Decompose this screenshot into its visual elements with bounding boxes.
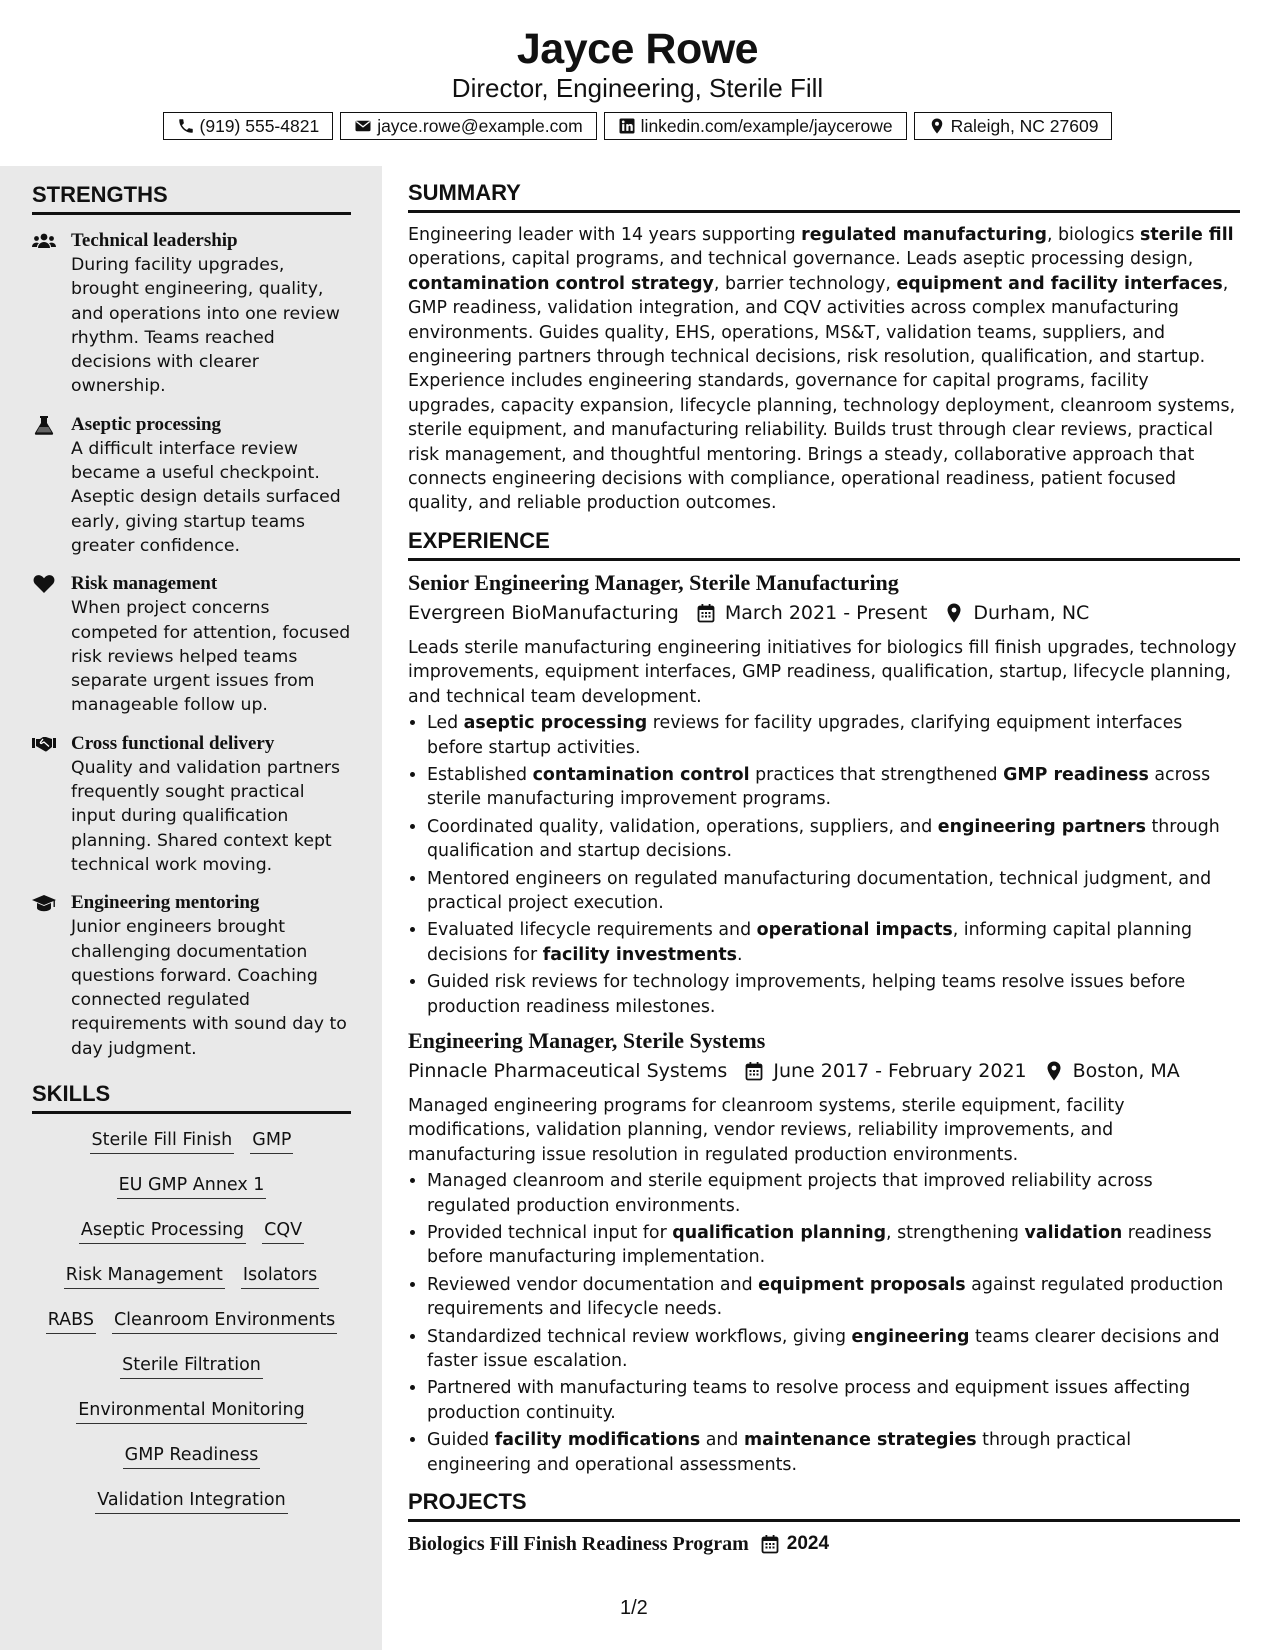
bullet-item <box>427 815 1240 864</box>
skill-row <box>32 1484 351 1529</box>
strength-title: Aseptic processing <box>71 413 222 435</box>
map-pin-icon <box>928 117 946 135</box>
text-run: practices that strengthened <box>749 764 1004 785</box>
text-run: Reviewed vendor documentation and <box>427 1274 759 1295</box>
text-run: Established <box>427 764 533 785</box>
summary-heading: SUMMARY <box>408 180 1240 213</box>
envelope-icon <box>354 117 372 135</box>
project-title: Biologics Fill Finish Readiness Program <box>408 1533 749 1556</box>
contact-location <box>914 112 1113 140</box>
skill-tag: Sterile Filtration <box>120 1353 263 1379</box>
resume-header <box>0 0 1275 160</box>
job-dates <box>745 1056 1026 1086</box>
text-run: Engineering leader with 14 years supporting <box>408 225 802 245</box>
skill-row <box>32 1214 351 1259</box>
job-meta <box>408 1056 1240 1086</box>
strength-title: Engineering mentoring <box>71 892 260 914</box>
bold-text: operational impacts <box>756 920 953 941</box>
bold-text: engineering <box>851 1326 970 1347</box>
skill-tag: GMP Readiness <box>123 1443 261 1469</box>
skill-tag: Validation Integration <box>95 1488 287 1514</box>
bullet-item <box>427 918 1240 967</box>
skill-row <box>32 1439 351 1484</box>
text-run: Evaluated lifecycle requirements and <box>427 920 757 941</box>
job-dates-text: March 2021 - Present <box>724 601 928 624</box>
bold-text: facility investments <box>542 944 738 965</box>
project-date <box>761 1530 829 1558</box>
linkedin-icon <box>618 117 636 135</box>
calendar-icon <box>761 1534 779 1554</box>
job-description: Managed engineering programs for cleanroom systems, sterile equipment, facility modifications, validation planning, vendor reviews, reliability improvements, and manufacturing issue resolution in regulated production environments. <box>408 1095 1125 1165</box>
job-title: Engineering Manager, Sterile Systems <box>408 1027 766 1053</box>
contact-linkedin[interactable] <box>604 112 907 140</box>
experience-list <box>408 569 1240 1477</box>
bold-text: aseptic processing <box>463 713 648 734</box>
text-run: Managed cleanroom and sterile equipment projects that improved reliability across regulated production environments. <box>427 1171 1153 1216</box>
job-title: Senior Engineering Manager, Sterile Manufacturing <box>408 569 899 595</box>
heart-icon <box>32 574 56 594</box>
bold-text: equipment and facility interfaces <box>896 273 1223 294</box>
text-run: , barrier technology, <box>713 273 897 294</box>
strength-item <box>32 891 351 1061</box>
bullet-item <box>427 763 1240 812</box>
strength-item <box>32 572 351 717</box>
text-run: , biologics <box>1046 225 1140 245</box>
text-run: reviews for facility upgrades, clarifying equipment interfaces before startup activities. <box>427 713 1183 758</box>
skill-tag: RABS <box>46 1308 96 1334</box>
job-bullets <box>408 711 1240 1019</box>
text-run: against regulated production requirements and lifecycle needs. <box>427 1274 1224 1320</box>
text-run: Led <box>427 713 464 734</box>
text-run: Standardized technical review workflows, giving <box>427 1326 852 1347</box>
skill-row <box>32 1124 351 1169</box>
bold-text: sterile fill <box>1140 225 1234 245</box>
skill-tag: Aseptic Processing <box>79 1218 246 1244</box>
contact-email-text: jayce.rowe@example.com <box>377 115 583 136</box>
job-company: Evergreen BioManufacturing <box>408 601 679 624</box>
contact-location-text: Raleigh, NC 27609 <box>950 115 1099 136</box>
job-location-text: Boston, MA <box>1072 1059 1180 1082</box>
bold-text: GMP readiness <box>1003 764 1149 785</box>
skill-row <box>32 1169 351 1214</box>
skill-tag: EU GMP Annex 1 <box>117 1173 267 1199</box>
text-run: Guided risk reviews for technology improvements, helping teams resolve issues before production readiness milestones. <box>427 972 1186 1017</box>
job-dates <box>697 598 928 628</box>
skill-row <box>32 1304 351 1349</box>
skill-tag: CQV <box>262 1218 304 1244</box>
strength-title: Technical leadership <box>71 230 238 251</box>
strength-title: Risk management <box>71 573 218 595</box>
project-year: 2024 <box>786 1533 830 1555</box>
text-run: , informing capital planning decisions for <box>427 920 1193 965</box>
contact-linkedin-text: linkedin.com/example/jaycerowe <box>640 115 893 136</box>
text-run: operations, capital programs, and technical governance. Leads aseptic processing design, <box>408 249 1194 270</box>
skills-heading: SKILLS <box>32 1081 351 1114</box>
bold-text: validation <box>1024 1223 1123 1243</box>
bold-text: equipment proposals <box>758 1274 966 1295</box>
people-group-icon <box>32 231 56 251</box>
text-run: , strengthening <box>886 1223 1025 1243</box>
projects-heading: PROJECTS <box>408 1489 1240 1522</box>
text-run: Provided technical input for <box>427 1223 673 1243</box>
phone-icon <box>177 117 195 135</box>
text-run: through practical engineering and operational assessments. <box>427 1430 1132 1475</box>
bullet-item <box>427 1376 1240 1425</box>
bullet-item <box>427 867 1240 916</box>
skill-tag: Isolators <box>241 1263 319 1289</box>
strength-desc: Quality and validation partners frequently sought practical input during qualification planning. Shared context kept technical work moving. <box>71 757 340 875</box>
candidate-title: Director, Engineering, Sterile Fill <box>451 73 824 103</box>
text-run: and <box>700 1430 744 1451</box>
main-content <box>408 180 1240 1558</box>
bold-text: contamination control strategy <box>408 273 714 294</box>
job-entry <box>408 569 1240 1019</box>
text-run: across sterile manufacturing improvement programs. <box>427 764 1211 810</box>
bold-text: engineering partners <box>937 816 1146 837</box>
contact-bar <box>0 112 1275 140</box>
map-pin-icon <box>945 603 963 623</box>
skill-row <box>32 1394 351 1439</box>
flask-icon <box>32 415 56 435</box>
bullet-item <box>427 1428 1240 1477</box>
strength-desc: A difficult interface review became a useful checkpoint. Aseptic design details surfaced early, giving startup teams greater confidence. <box>71 438 341 556</box>
skill-tag: Environmental Monitoring <box>76 1398 306 1424</box>
bold-text: qualification planning <box>672 1223 887 1243</box>
handshake-icon <box>32 734 56 754</box>
text-run: . <box>737 944 743 965</box>
skill-row <box>32 1259 351 1304</box>
job-dates-text: June 2017 - February 2021 <box>773 1059 1027 1082</box>
sidebar <box>0 166 382 1650</box>
bullet-item <box>427 1325 1240 1374</box>
calendar-icon <box>697 603 715 623</box>
candidate-name: Jayce Rowe <box>516 25 759 73</box>
job-bullets <box>408 1169 1240 1477</box>
job-location <box>945 598 1089 628</box>
project-item <box>408 1530 1240 1558</box>
contact-email[interactable] <box>340 112 596 140</box>
skill-tag: Risk Management <box>64 1263 225 1289</box>
strength-desc: During facility upgrades, brought engineering, quality, and operations into one review rhythm. Teams reached decisions with clearer ownership. <box>71 255 340 397</box>
strength-item <box>32 732 351 877</box>
job-location-text: Durham, NC <box>973 601 1090 624</box>
job-entry <box>408 1027 1240 1477</box>
bullet-item <box>427 1273 1240 1322</box>
job-company: Pinnacle Pharmaceutical Systems <box>408 1059 728 1082</box>
bold-text: facility modifications <box>494 1430 701 1451</box>
job-description: Leads sterile manufacturing engineering initiatives for biologics fill finish upgrades, technology improvements, equipment interfaces, GMP readiness, qualification, startup, lifecycle planning, and technical team development. <box>408 637 1237 707</box>
bullet-item <box>427 1221 1240 1270</box>
experience-heading: EXPERIENCE <box>408 528 1240 561</box>
strength-item <box>32 229 351 399</box>
contact-phone[interactable] <box>163 112 334 140</box>
graduation-cap-icon <box>32 893 56 913</box>
strength-desc: Junior engineers brought challenging documentation questions forward. Coaching connected regulated requirements with sound day to day judgment. <box>71 917 347 1059</box>
bold-text: regulated manufacturing <box>801 225 1047 245</box>
skill-tag: Sterile Fill Finish <box>90 1128 235 1154</box>
text-run: Mentored engineers on regulated manufacturing documentation, technical judgment, and practical project execution. <box>427 868 1212 913</box>
map-pin-icon <box>1045 1061 1063 1081</box>
bold-text: maintenance strategies <box>744 1430 977 1451</box>
contact-phone-text: (919) 555-4821 <box>199 115 320 136</box>
skills-list <box>32 1124 351 1529</box>
bold-text: contamination control <box>532 764 750 785</box>
skill-tag: GMP <box>250 1128 293 1154</box>
text-run: through qualification and startup decisions. <box>427 816 1220 862</box>
bullet-item <box>427 1169 1240 1218</box>
job-location <box>1045 1056 1180 1086</box>
text-run: teams clearer decisions and faster issue escalation. <box>427 1326 1220 1372</box>
text-run: Partnered with manufacturing teams to resolve process and equipment issues affecting production continuity. <box>427 1378 1191 1423</box>
text-run: Coordinated quality, validation, operations, suppliers, and <box>427 816 938 837</box>
skill-row <box>32 1349 351 1394</box>
strengths-heading: STRENGTHS <box>32 182 351 215</box>
strength-desc: When project concerns competed for attention, focused risk reviews helped teams separate urgent issues from manageable follow up. <box>71 598 351 716</box>
text-run: readiness before manufacturing implementation. <box>427 1223 1212 1268</box>
page-number: 1/2 <box>620 1597 648 1619</box>
bullet-item <box>427 970 1240 1019</box>
strength-item <box>32 413 351 558</box>
bullet-item <box>427 711 1240 760</box>
skill-tag: Cleanroom Environments <box>112 1308 337 1334</box>
text-run: Guided <box>427 1430 495 1451</box>
job-meta <box>408 598 1240 628</box>
text-run: , GMP readiness, validation integration, and CQV activities across complex manufacturing environments. Guides quality, EHS, operations, MS&T, validation teams, suppliers, and engineering partners through technical decisions, risk resolution, qualification, and startup. Experience includes engineering standards, governance for capital programs, facility upgrades, capacity expansion, lifecycle planning, technology deployment, cleanroom systems, sterile equipment, and manufacturing reliability. Builds trust through clear reviews, practical risk management, and thoughtful mentoring. Brings a steady, collaborative approach that connects engineering decisions with compliance, operational readiness, patient focused quality, and reliable production outcomes. <box>408 273 1236 514</box>
summary-text <box>408 223 1240 516</box>
calendar-icon <box>745 1061 763 1081</box>
strength-title: Cross functional delivery <box>71 732 275 754</box>
